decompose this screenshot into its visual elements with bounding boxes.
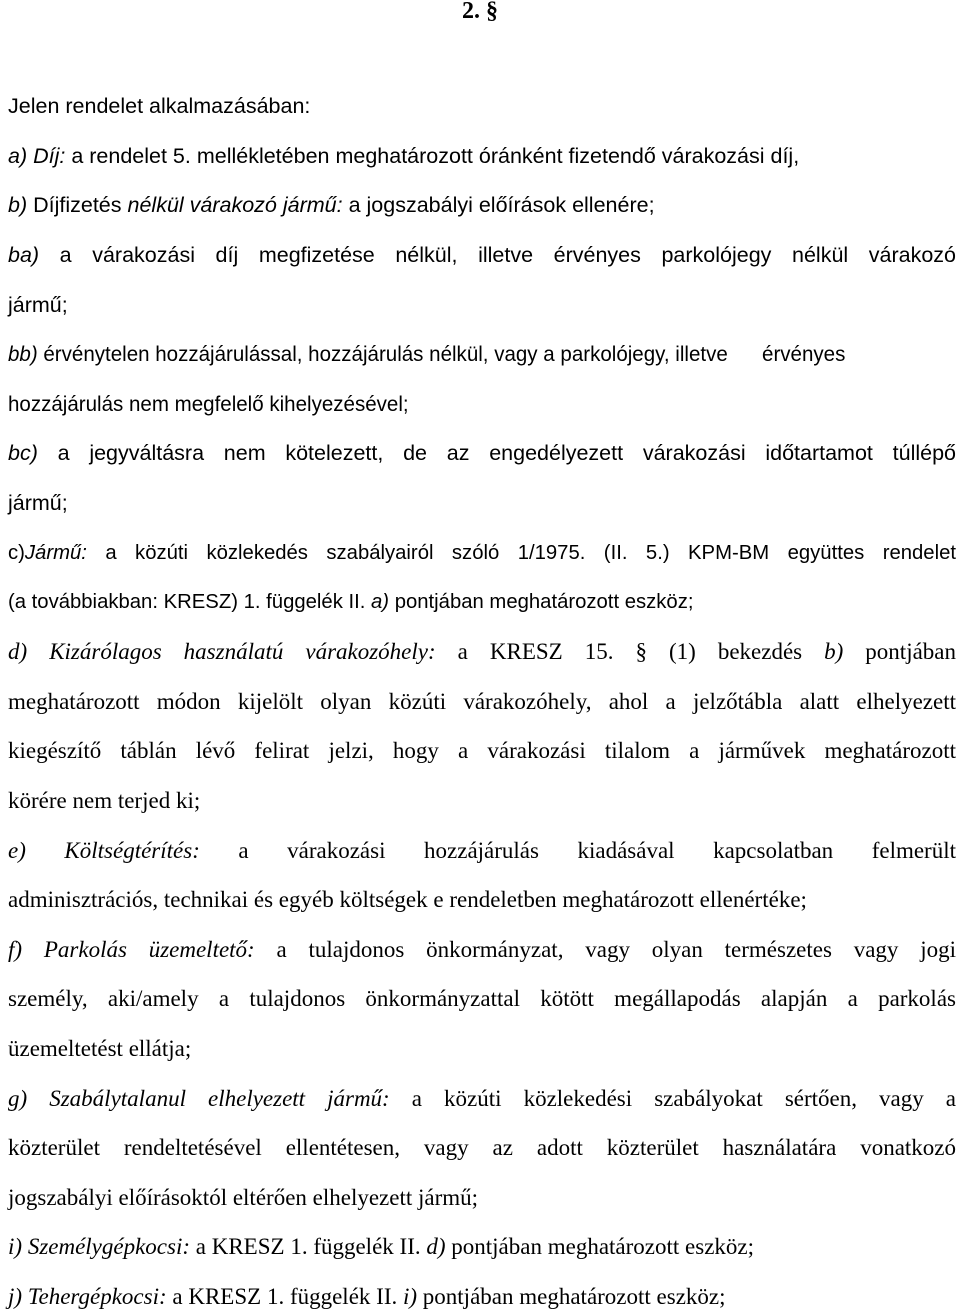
item-c-label: c) — [8, 542, 25, 564]
item-c-ref: a) — [371, 591, 390, 613]
item-ba-text: a várakozási díj megfizetése nélkül, illetve érvényes parkolójegy nélkül várakozó — [39, 243, 956, 267]
item-c-term: Jármű: — [24, 542, 87, 564]
item-bc-label: bc) — [8, 441, 38, 465]
item-c-text2b: pontjában meghatározott eszköz; — [389, 591, 694, 613]
item-c-text: a közúti közlekedés szabályairól szóló 1/1975. (II. 5.) KPM-BM együttes rendelet — [86, 542, 956, 564]
item-bb-line2: hozzájárulás nem megfelelő kihelyezésével; — [8, 392, 409, 416]
item-f-label: f) — [8, 937, 23, 962]
item-b-text2: a jogszabályi előírások ellenére; — [342, 193, 655, 217]
item-d-line3: kiegészítő táblán lévő felirat jelzi, hogy a várakozási tilalom a járművek meghatározott — [8, 738, 956, 763]
item-d-line2: meghatározott módon kijelölt olyan közúti várakozóhely, ahol a jelzőtábla alatt elhelyezett — [8, 689, 956, 714]
item-d-label: d) — [8, 639, 28, 664]
item-a-label: a) Díj: — [8, 144, 66, 168]
item-e-text: a várakozási hozzájárulás kiadásával kapcsolatban felmerült — [199, 838, 957, 863]
item-e-label: e) — [8, 838, 26, 863]
item-j-label: j) — [8, 1284, 23, 1309]
item-bc-line1 — [8, 438, 956, 468]
item-d-text1b: pontjában — [843, 639, 957, 664]
item-b-label: b) — [8, 193, 28, 217]
item-i-text2: pontjában meghatározott eszköz; — [445, 1234, 754, 1259]
item-ba-line2: jármű; — [8, 293, 68, 317]
item-bb-label: bb) — [8, 342, 38, 366]
item-i — [8, 1232, 956, 1262]
item-c-line1 — [8, 538, 956, 568]
item-j-text2: pontjában meghatározott eszköz; — [417, 1284, 726, 1309]
item-f-line3: üzemeltetést ellátja; — [8, 1036, 192, 1061]
item-g-line1 — [8, 1084, 956, 1114]
item-i-text1: a KRESZ 1. függelék II. — [190, 1234, 427, 1259]
item-j — [8, 1282, 956, 1312]
item-ba-line1 — [8, 240, 956, 270]
item-a — [8, 141, 956, 171]
item-d-term: Kizárólagos használatú várakozóhely: — [49, 639, 436, 664]
item-bc-text: a jegyváltásra nem kötelezett, de az engedélyezett várakozási időtartamot túllépő — [37, 441, 956, 465]
item-e-term: Költségtérítés: — [64, 838, 200, 863]
intro-text: Jelen rendelet alkalmazásában: — [8, 94, 311, 118]
item-b-term: nélkül várakozó jármű: — [127, 193, 343, 217]
item-e-line1 — [8, 836, 956, 866]
item-d-line1 — [8, 637, 956, 667]
item-g-term: Szabálytalanul elhelyezett jármű: — [49, 1086, 390, 1111]
item-g-line2: közterület rendeltetésével ellentétesen, vagy az adott közterület használatára vonatkozó — [8, 1135, 956, 1160]
item-f-line2: személy, aki/amely a tulajdonos önkormányzattal kötött megállapodás alapján a parkolás — [8, 986, 956, 1011]
item-i-term: Személygépkocsi: — [27, 1234, 191, 1259]
item-bb-line1 — [8, 339, 845, 369]
item-d-line4: körére nem terjed ki; — [8, 788, 201, 813]
item-g-line3: jogszabályi előírásoktól eltérően elhelyezett jármű; — [8, 1185, 479, 1210]
item-ba-label: ba) — [8, 243, 40, 267]
item-d-ref: b) — [824, 639, 844, 664]
item-c-text2a: (a továbbiakban: KRESZ) 1. függelék II. — [8, 591, 372, 613]
item-g-label: g) — [8, 1086, 28, 1111]
item-f-text: a tulajdonos önkormányzat, vagy olyan természetes vagy jogi — [254, 937, 956, 962]
item-c-line2 — [8, 587, 956, 617]
item-d-text1a: a KRESZ 15. § (1) bekezdés — [435, 639, 825, 664]
item-bc-line2: jármű; — [8, 491, 68, 515]
item-e-line2: adminisztrációs, technikai és egyéb költségek e rendeletben meghatározott ellenértéke; — [8, 887, 807, 912]
item-j-ref: i) — [402, 1284, 418, 1309]
section-heading: 2. § — [462, 0, 498, 24]
item-a-text: a rendelet 5. mellékletében meghatározott óránként fizetendő várakozási díj, — [65, 144, 800, 168]
item-i-label: i) — [8, 1234, 23, 1259]
item-bb-text: érvénytelen hozzájárulással, hozzájárulás nélkül, vagy a parkolójegy, illetve érvényes — [37, 342, 846, 366]
item-f-term: Parkolás üzemeltető: — [43, 937, 255, 962]
intro-line — [8, 91, 956, 121]
item-i-ref: d) — [426, 1234, 446, 1259]
item-j-text1: a KRESZ 1. függelék II. — [166, 1284, 403, 1309]
item-b-text1: Díjfizetés — [27, 193, 128, 217]
item-f-line1 — [8, 935, 956, 965]
item-g-text: a közúti közlekedési szabályokat sértően, vagy a — [389, 1086, 957, 1111]
item-j-term: Tehergépkocsi: — [27, 1284, 167, 1309]
item-b — [8, 190, 956, 220]
